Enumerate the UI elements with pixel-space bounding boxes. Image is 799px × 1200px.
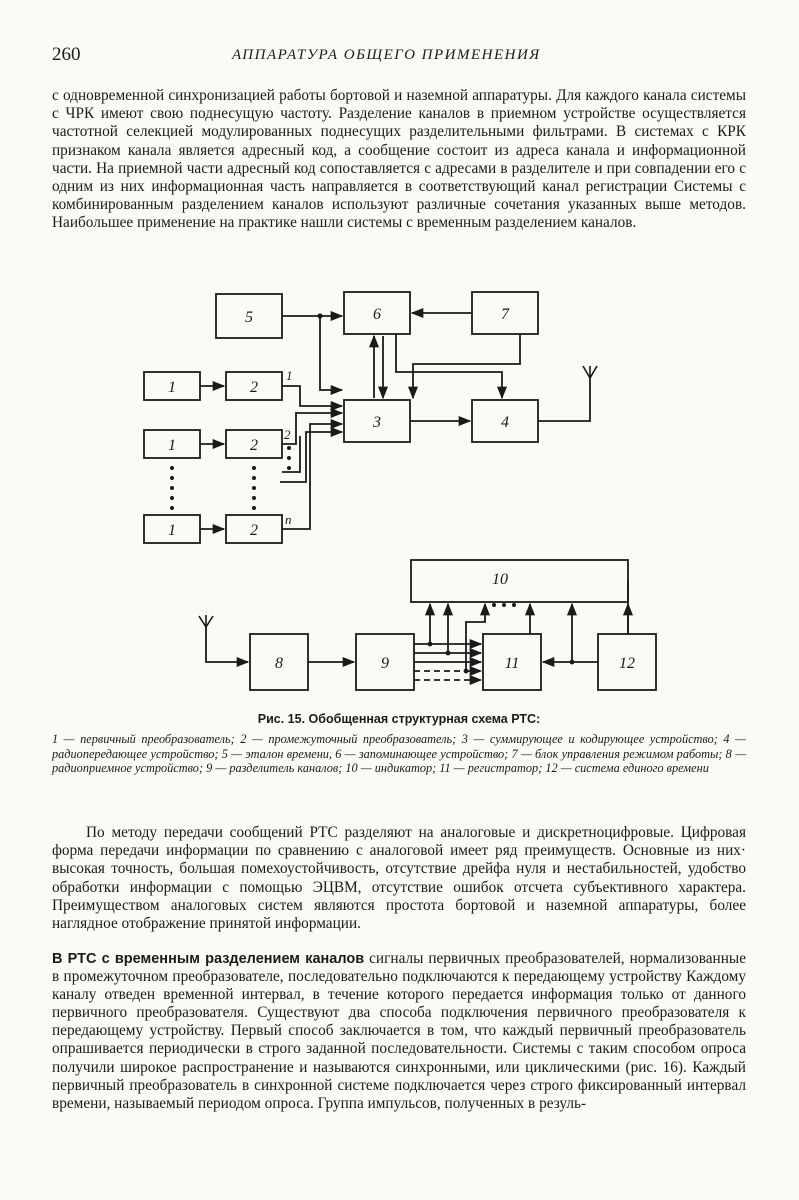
paragraph-2: По методу передачи сообщений РТС разделяют на аналоговые и дискретноцифровые. Цифровая форма передачи информации по сравнению с аналоговой имеет ряд преимуществ. Основные из них· высокая точность, большая помехоустойчивость, отсутствие дрейфа нуля и нестабильностей, удобство обработки информации с помощью ЭЦВМ, отсутствие ошибок отсчета субъективного характера. Преимуществом аналоговых систем являются простота бортовой и наземной аппаратуры, более наглядное отображение принятой информации. [52,824,746,933]
block-diagram [0,272,799,712]
label-block-2c: 2 [250,522,258,539]
channel-label-2: 2 [284,427,291,442]
label-block-5: 5 [245,309,253,326]
tx-antenna-icon [583,366,597,378]
label-block-1a: 1 [168,379,176,396]
label-block-12: 12 [619,655,635,672]
label-block-2b: 2 [250,437,258,454]
label-block-4: 4 [501,414,509,431]
paragraph-3 [52,950,746,1113]
label-block-3: 3 [373,414,381,431]
block-10 [411,560,628,602]
label-block-6: 6 [373,306,381,323]
channel-label-1: 1 [286,368,293,383]
paragraph-3-body: сигналы первичных преобразователей, нормализованные в промежуточном преобразователе, последовательно подключаются к передающему устройству Каждому каналу отведен временной интервал, в течение которого передается информация только от данного первичного преобразователя. Существуют два способа подключения первичного преобразователя к передающему устройству. Первый способ заключается в том, что каждый первичный преобразователь опрашивается периодически в строго заданной последовательности. Системы с таким способом опроса получили широкое распространение и называются синхронными, или циклическими (рис. 16). Каждый первичный преобразователь в синхронной системе подключается через строго фиксированный интервал времени, называемый периодом опроса. Группа импульсов, полученных в резуль- [52,950,746,1112]
label-block-11: 11 [504,655,520,672]
label-block-2a: 2 [250,379,258,396]
running-title: АППАРАТУРА ОБЩЕГО ПРИМЕНЕНИЯ [232,47,541,63]
figure-legend: 1 — первичный преобразователь; 2 — промежуточный преобразователь; 3 — суммирующее и кодирующее устройство; 4 — радиопередающее устройство; 5 — эталон времени, 6 — запоминающее устройство; 7 — блок управления режимом работы; 8 — радиоприемное устройство; 9 — разделитель каналов; 10 — индикатор; 11 — регистратор; 12 — система единого времени [52,732,746,775]
label-block-7: 7 [501,306,509,323]
label-block-9: 9 [381,655,389,672]
page-number: 260 [52,44,81,65]
label-block-10: 10 [492,571,508,588]
label-block-1b: 1 [168,437,176,454]
paragraph-1: с одновременной синхронизацией работы бортовой и наземной аппаратуры. Для каждого канала системы с ЧРК имеют свою поднесущую частоту. Разделение каналов в приемном устройстве осуществляется частотной селекцией модулированных поднесущих разделительными фильтрами. В системах с КРК признаком канала является адресный код, а сообщение состоит из адреса канала и информационной части. На приемной части адресный код сопоставляется с адресами в разделителе и при совпадении его с одним из них информационная часть направляется в соответствующий канал регистрации Системы с комбинированным разделением каналов используют различные сочетания указанных выше методов. Наибольшее применение на практике нашли системы с временным разделением каналов. [52,87,746,232]
figure-caption-title: Рис. 15. Обобщенная структурная схема РТС: [257,712,541,726]
label-block-8: 8 [275,655,283,672]
paragraph-3-lead: В РТС с временным разделением каналов [52,951,365,967]
channel-label-n: n [285,512,292,527]
page-header [52,44,752,70]
rx-antenna-icon [199,615,213,627]
label-block-1c: 1 [168,522,176,539]
